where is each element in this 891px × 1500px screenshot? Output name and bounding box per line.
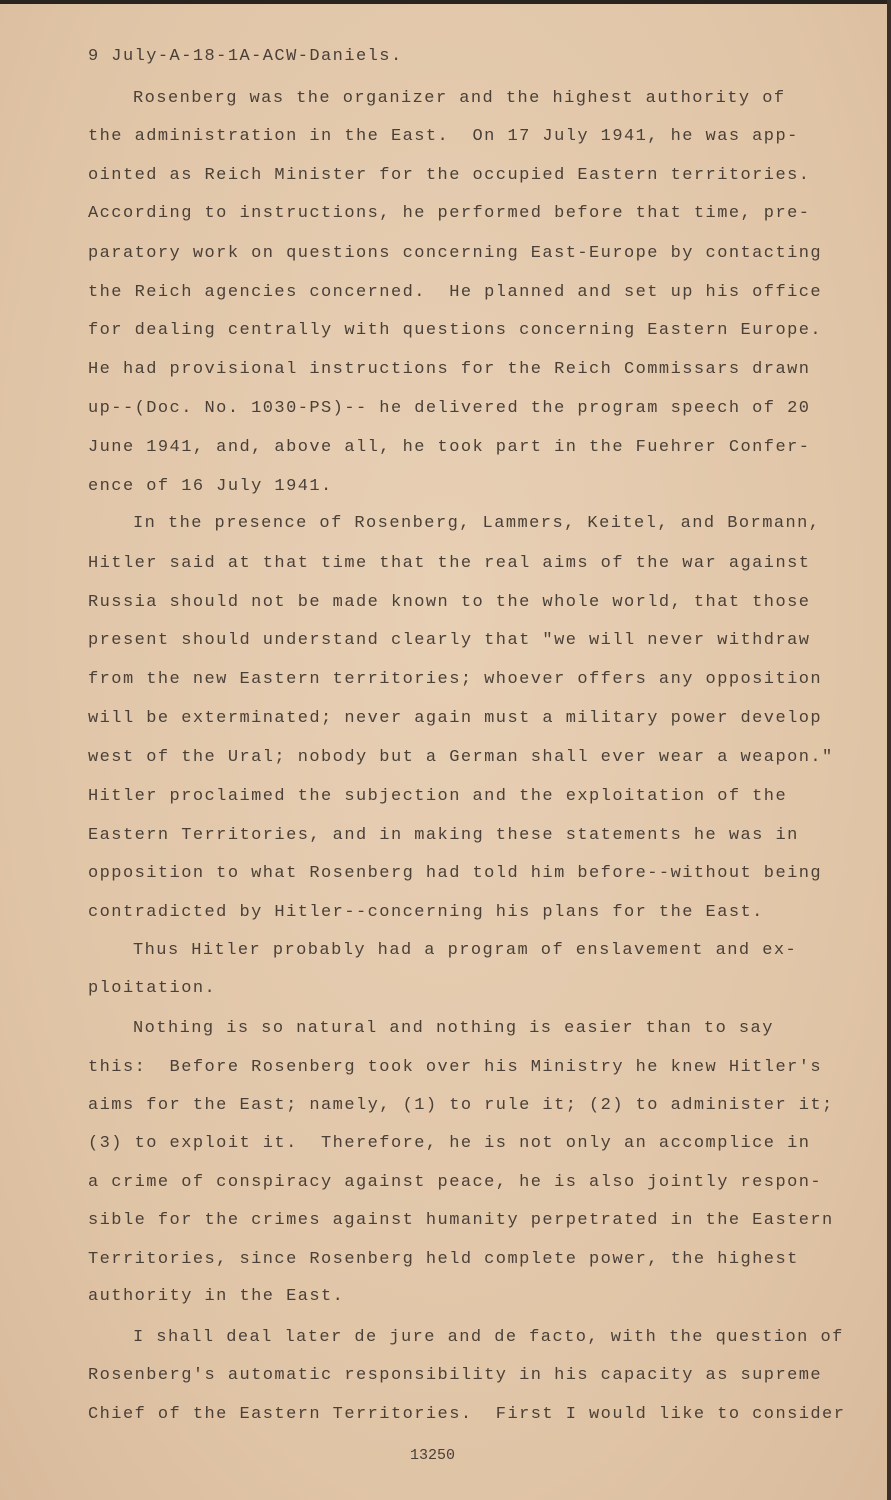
text-line: up--(Doc. No. 1030-PS)-- he delivered the program speech of 20 bbox=[88, 399, 811, 418]
scan-edge-right bbox=[887, 0, 891, 1500]
document-header: 9 July-A-18-1A-ACW-Daniels. bbox=[88, 47, 403, 66]
text-line: ence of 16 July 1941. bbox=[88, 477, 333, 496]
text-line: paratory work on questions concerning East-Europe by contacting bbox=[88, 244, 823, 263]
text-line: Rosenberg was the organizer and the highest authority of bbox=[133, 89, 786, 108]
text-line: I shall deal later de jure and de facto, with the question of bbox=[133, 1328, 844, 1347]
text-line: the Reich agencies concerned. He planned and set up his office bbox=[88, 283, 823, 302]
text-line: this: Before Rosenberg took over his Ministry he knew Hitler's bbox=[88, 1058, 823, 1077]
text-line: (3) to exploit it. Therefore, he is not only an accomplice in bbox=[88, 1134, 811, 1153]
text-line: ointed as Reich Minister for the occupied Eastern territories. bbox=[88, 166, 811, 185]
text-line: Thus Hitler probably had a program of enslavement and ex- bbox=[133, 941, 798, 960]
text-line: ploitation. bbox=[88, 979, 217, 998]
text-line: Chief of the Eastern Territories. First I would like to consider bbox=[88, 1405, 846, 1424]
text-line: Territories, since Rosenberg held complete power, the highest bbox=[88, 1250, 799, 1269]
text-line: west of the Ural; nobody but a German shall ever wear a weapon." bbox=[88, 748, 834, 767]
text-line: contradicted by Hitler--concerning his plans for the East. bbox=[88, 903, 764, 922]
text-line: opposition to what Rosenberg had told him before--without being bbox=[88, 864, 823, 883]
text-line: a crime of conspiracy against peace, he is also jointly respon- bbox=[88, 1173, 823, 1192]
text-line: sible for the crimes against humanity perpetrated in the Eastern bbox=[88, 1211, 834, 1230]
text-line: the administration in the East. On 17 July 1941, he was app- bbox=[88, 127, 799, 146]
text-line: will be exterminated; never again must a military power develop bbox=[88, 709, 823, 728]
page-number: 13250 bbox=[410, 1447, 456, 1464]
text-line: He had provisional instructions for the Reich Commissars drawn bbox=[88, 360, 811, 379]
text-line: Hitler proclaimed the subjection and the exploitation of the bbox=[88, 787, 788, 806]
text-line: Russia should not be made known to the whole world, that those bbox=[88, 593, 811, 612]
text-line: In the presence of Rosenberg, Lammers, Keitel, and Bormann, bbox=[133, 514, 821, 533]
text-line: authority in the East. bbox=[88, 1287, 345, 1306]
text-line: from the new Eastern territories; whoever offers any opposition bbox=[88, 670, 823, 689]
text-line: for dealing centrally with questions concerning Eastern Europe. bbox=[88, 321, 823, 340]
text-line: Rosenberg's automatic responsibility in his capacity as supreme bbox=[88, 1366, 823, 1385]
text-line: Nothing is so natural and nothing is easier than to say bbox=[133, 1019, 774, 1038]
scan-edge-top bbox=[0, 0, 891, 4]
text-line: June 1941, and, above all, he took part in the Fuehrer Confer- bbox=[88, 438, 811, 457]
text-line: Eastern Territories, and in making these statements he was in bbox=[88, 826, 799, 845]
text-line: present should understand clearly that "we will never withdraw bbox=[88, 631, 811, 650]
text-line: According to instructions, he performed before that time, pre- bbox=[88, 204, 811, 223]
text-line: aims for the East; namely, (1) to rule it; (2) to administer it; bbox=[88, 1096, 834, 1115]
text-line: Hitler said at that time that the real aims of the war against bbox=[88, 554, 811, 573]
